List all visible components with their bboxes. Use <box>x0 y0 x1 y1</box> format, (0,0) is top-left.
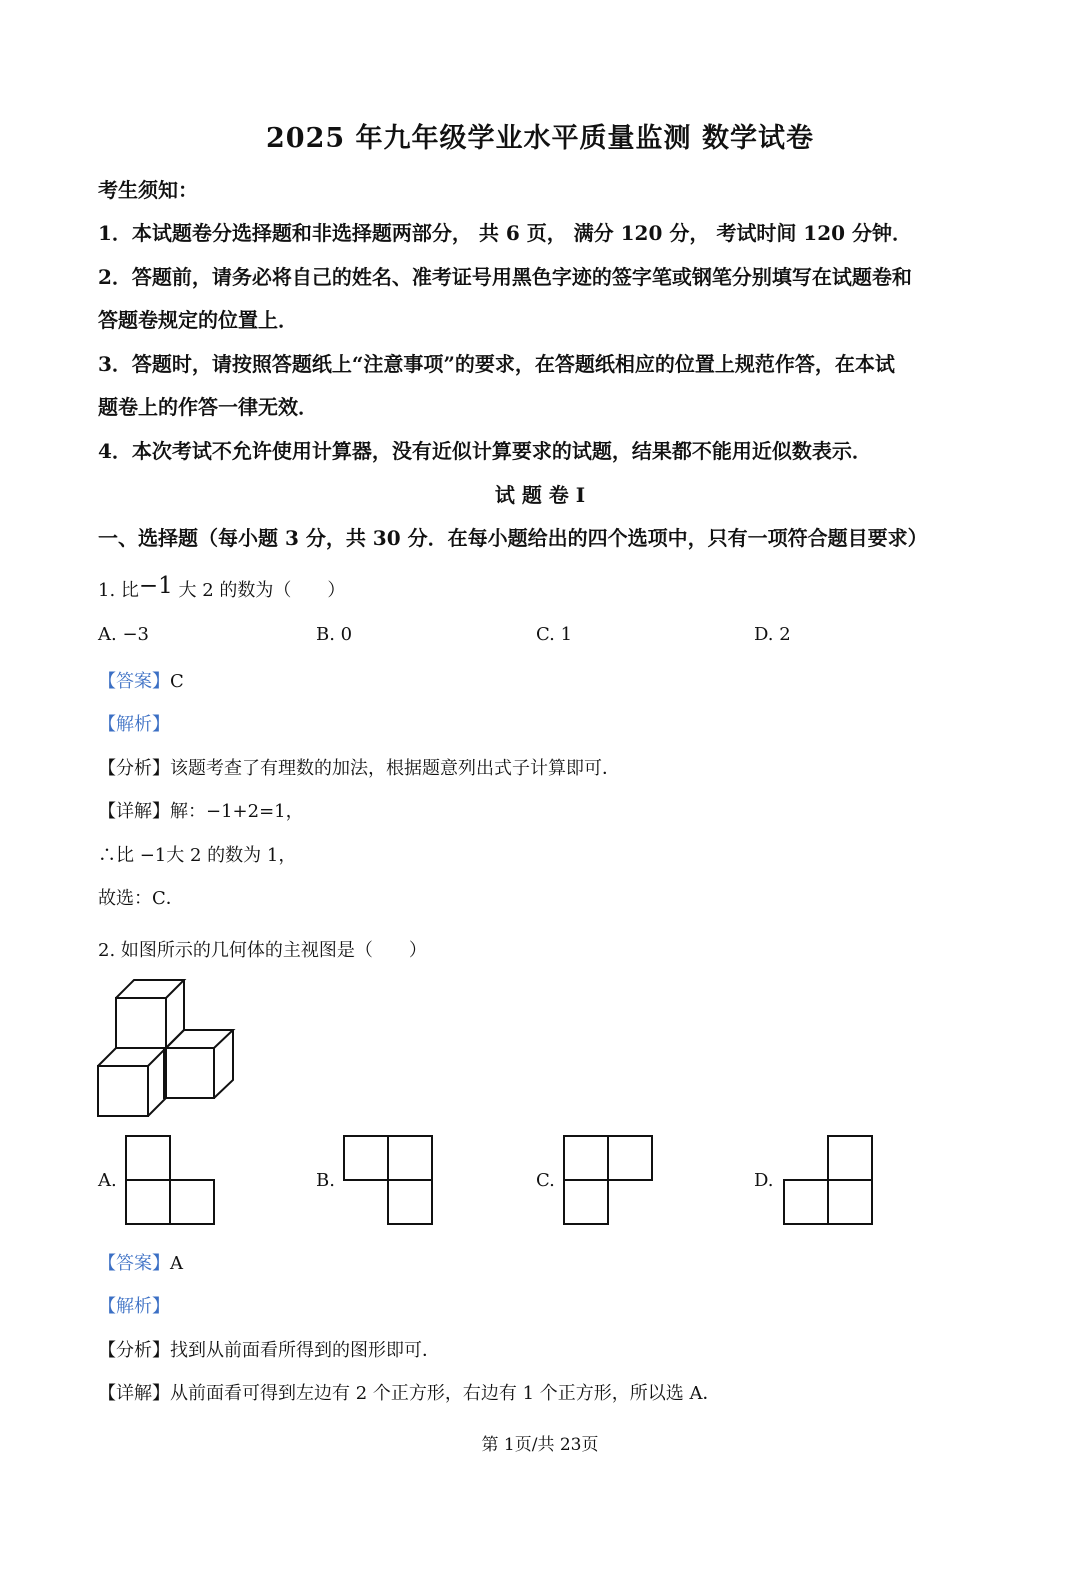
q1-question <box>98 573 346 602</box>
q2-option-a-figure <box>125 1135 217 1227</box>
q1-fenxi-text: 该题考查了有理数的加法，根据题意列出式子计算即可． <box>170 758 620 779</box>
notice-item-2-cont: 答题卷规定的位置上． <box>98 308 298 332</box>
top-cube-top <box>116 980 184 998</box>
q1-choose: 故选：C． <box>98 888 184 909</box>
part-one-heading: 一、选择题（每小题 3 分，共 30 分．在每小题给出的四个选项中，只有一项符合题目要求） <box>98 526 928 550</box>
notice-item-1: 1．本试题卷分选择题和非选择题两部分， 共 6 页， 满分 120 分， 考试时间 120 分钟． <box>98 221 912 245</box>
q1-therefore: ∴比 −1大 2 的数为 1， <box>98 845 297 866</box>
left-cube-top <box>98 1048 166 1066</box>
q1-answer <box>98 667 184 693</box>
notice-item-2: 2．答题前，请务必将自己的姓名、准考证号用黑色字迹的签字笔或钢笔分别填写在试题卷和 <box>98 265 912 289</box>
xiangjie-tag: 【详解】 <box>98 801 170 822</box>
q1-option-b: B. 0 <box>316 624 353 645</box>
q1-xiangjie-text: 解：−1+2=1， <box>170 801 304 822</box>
page-footer: 第 1页/共 23页 <box>481 1435 599 1455</box>
right-cube-top <box>166 1030 233 1048</box>
q2-xiangjie <box>98 1379 721 1405</box>
right-cube-front <box>164 1048 214 1098</box>
q2-analysis-tag: 【解析】 <box>98 1296 170 1317</box>
q1-answer-value: C <box>170 671 184 692</box>
q1-fenxi <box>98 754 620 780</box>
q2-option-d-figure <box>783 1135 875 1227</box>
q2-option-c-figure <box>563 1135 655 1227</box>
notice-item-4: 4．本次考试不允许使用计算器，没有近似计算要求的试题，结果都不能用近似数表示． <box>98 439 872 463</box>
q1-number: −1 <box>138 573 173 599</box>
section-title: 试 题 卷 I <box>494 483 586 507</box>
q2-option-b-figure <box>343 1135 435 1227</box>
q2-option-d-label: D. <box>754 1170 774 1191</box>
notice-item-3-cont: 题卷上的作答一律无效． <box>98 395 318 419</box>
page-title: 2025 年九年级学业水平质量监测 数学试卷 <box>266 123 814 154</box>
top-cube-front <box>116 998 166 1048</box>
fenxi-tag: 【分析】 <box>98 758 170 779</box>
q2-answer <box>98 1249 183 1275</box>
q2-question: 2. 如图所示的几何体的主视图是（ ） <box>98 940 427 961</box>
answer-tag: 【答案】 <box>98 1253 170 1274</box>
q2-xiangjie-text: 从前面看可得到左边有 2 个正方形，右边有 1 个正方形，所以选 A． <box>170 1383 721 1404</box>
q1-option-a: A. −3 <box>98 624 149 645</box>
q1-analysis-tag: 【解析】 <box>98 714 170 735</box>
notice-heading: 考生须知： <box>98 178 198 202</box>
fenxi-tag: 【分析】 <box>98 1340 170 1361</box>
xiangjie-tag: 【详解】 <box>98 1383 170 1404</box>
q1-prefix: 1. 比 <box>98 580 139 601</box>
q2-option-b-label: B. <box>316 1170 335 1191</box>
q2-answer-value: A <box>170 1253 183 1274</box>
q1-xiangjie <box>98 797 304 823</box>
q1-option-d: D. 2 <box>754 624 791 645</box>
left-cube-front <box>98 1066 148 1116</box>
q2-fenxi-text: 找到从前面看所得到的图形即可． <box>170 1340 440 1361</box>
q2-option-c-label: C. <box>536 1170 555 1191</box>
q2-fenxi <box>98 1336 440 1362</box>
q1-option-c: C. 1 <box>536 624 573 645</box>
q2-geometry-figure <box>96 980 236 1120</box>
answer-tag: 【答案】 <box>98 671 170 692</box>
q1-suffix: 大 2 的数为（ ） <box>172 580 346 601</box>
q2-option-a-label: A. <box>98 1170 117 1191</box>
notice-item-3: 3．答题时，请按照答题纸上“注意事项”的要求，在答题纸相应的位置上规范作答，在本试 <box>98 352 895 376</box>
